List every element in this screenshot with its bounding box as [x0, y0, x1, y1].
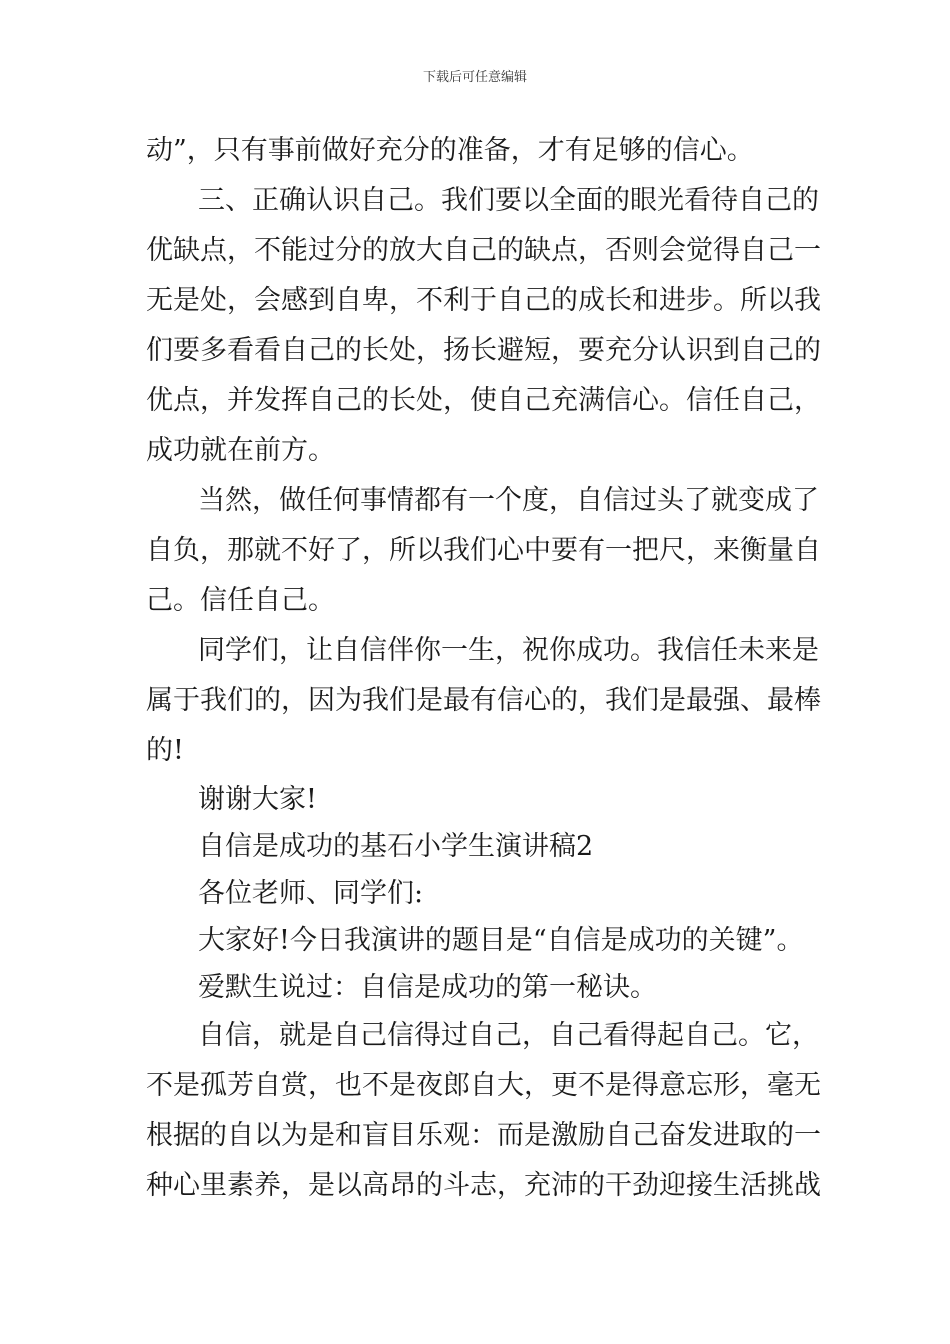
text-line: 不是孤芳自赏，也不是夜郎自大，更不是得意忘形，毫无: [146, 1070, 821, 1101]
text-line: 同学们，让自信伴你一生，祝你成功。我信任未来是: [198, 635, 819, 666]
document-body: [146, 126, 821, 1211]
text-line: 优缺点，不能过分的放大自己的缺点，否则会觉得自己一: [146, 235, 821, 266]
text-line: 优点，并发挥自己的长处，使自己充满信心。信任自己，: [146, 385, 821, 416]
text-line: 大家好!今日我演讲的题目是“自信是成功的关键”。: [198, 925, 804, 956]
text-line: 谢谢大家!: [198, 784, 317, 815]
text-line: 根据的自以为是和盲目乐观：而是激励自己奋发进取的一: [146, 1120, 821, 1151]
text-line: 动”，只有事前做好充分的准备，才有足够的信心。: [146, 135, 754, 166]
page-header: 下载后可任意编辑: [422, 70, 527, 85]
text-line: 自信，就是自己信得过自己，自己看得起自己。它，: [198, 1020, 819, 1051]
text-line: 们要多看看自己的长处，扬长避短，要充分认识到自己的: [146, 335, 821, 366]
text-line: 己。信任自己。: [146, 585, 335, 616]
text-line: 属于我们的，因为我们是最有信心的，我们是最强、最棒: [146, 685, 821, 716]
text-line: 成功就在前方。: [146, 435, 335, 466]
text-line: 当然，做任何事情都有一个度，自信过头了就变成了: [198, 485, 819, 516]
text-line: 爱默生说过：自信是成功的第一秘诀。: [198, 972, 657, 1003]
text-line: 自负，那就不好了，所以我们心中要有一把尺，来衡量自: [146, 535, 821, 566]
text-line: 种心里素养，是以高昂的斗志，充沛的干劲迎接生活挑战: [146, 1170, 821, 1201]
text-line: 三、正确认识自己。我们要以全面的眼光看待自己的: [198, 185, 819, 216]
text-line: 无是处，会感到自卑，不利于自己的成长和进步。所以我: [146, 285, 821, 316]
text-line: 的!: [146, 735, 184, 766]
text-line: 自信是成功的基石小学生演讲稿2: [198, 831, 594, 862]
text-line: 各位老师、同学们:: [198, 878, 424, 909]
